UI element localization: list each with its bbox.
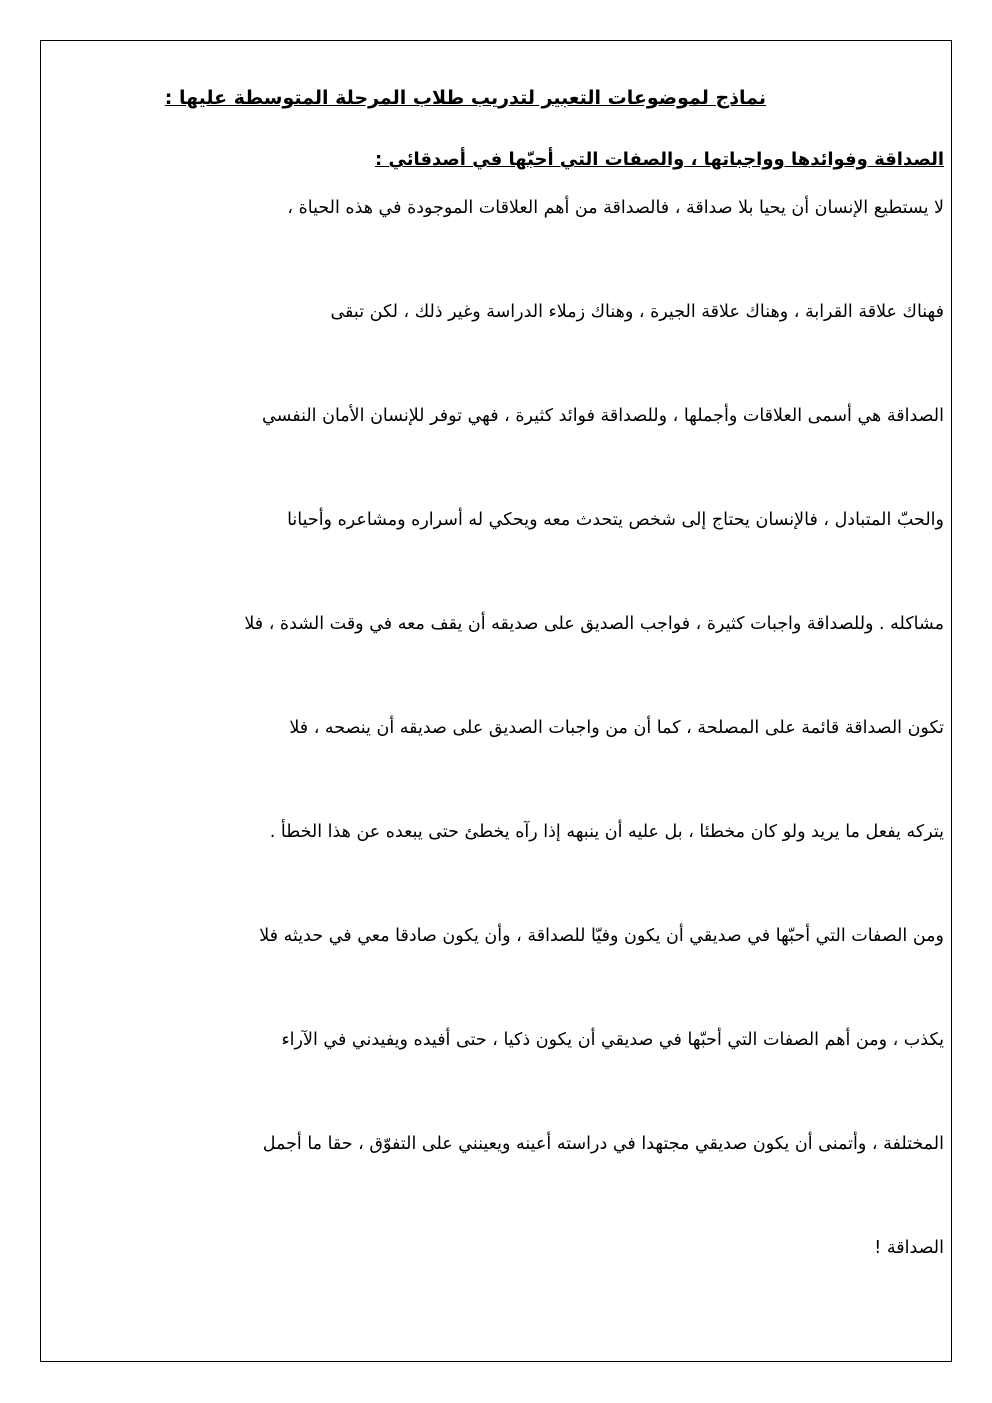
paragraph-line-8: ومن الصفات التي أحبّها في صديقي أن يكون وفيّا للصداقة ، وأن يكون صادقا معي في حديثه فلا — [259, 926, 944, 946]
paragraph-line-10: المختلفة ، وأتمنى أن يكون صديقي مجتهدا في دراسته أعينه ويعينني على التفوّق ، حقا ما أجمل — [262, 1134, 944, 1154]
topic-heading: الصداقة وفوائدها وواجباتها ، والصفات التي أحبّها في أصدقائي : — [375, 149, 944, 170]
paragraph-line-3: الصداقة هي أسمى العلاقات وأجملها ، وللصداقة فوائد كثيرة ، فهي توفر للإنسان الأمان النفسي — [262, 406, 944, 426]
paragraph-line-5: مشاكله . وللصداقة واجبات كثيرة ، فواجب الصديق على صديقه أن يقف معه في وقت الشدة ، فلا — [244, 614, 944, 634]
document-title: نماذج لموضوعات التعبير لتدريب طلاب المرحلة المتوسطة عليها : — [164, 87, 766, 109]
paragraph-line-6: تكون الصداقة قائمة على المصلحة ، كما أن من واجبات الصديق على صديقه أن ينصحه ، فلا — [289, 718, 944, 738]
paragraph-line-7: يتركه يفعل ما يريد ولو كان مخطئا ، بل عليه أن ينبهه إذا رآه يخطئ حتى يبعده عن هذا الخطأ . — [269, 822, 944, 842]
page-border — [40, 40, 952, 1362]
paragraph-line-2: فهناك علاقة القرابة ، وهناك علاقة الجيرة ، وهناك زملاء الدراسة وغير ذلك ، لكن تبقى — [330, 302, 944, 322]
paragraph-line-4: والحبّ المتبادل ، فالإنسان يحتاج إلى شخص يتحدث معه ويحكي له أسراره ومشاعره وأحيانا — [287, 510, 944, 530]
paragraph-line-1: لا يستطيع الإنسان أن يحيا بلا صداقة ، فالصداقة من أهم العلاقات الموجودة في هذه الحياة ، — [287, 198, 944, 218]
paragraph-line-9: يكذب ، ومن أهم الصفات التي أحبّها في صديقي أن يكون ذكيا ، حتى أفيده ويفيدني في الآراء — [281, 1030, 944, 1050]
paragraph-line-11: الصداقة ! — [874, 1238, 944, 1258]
